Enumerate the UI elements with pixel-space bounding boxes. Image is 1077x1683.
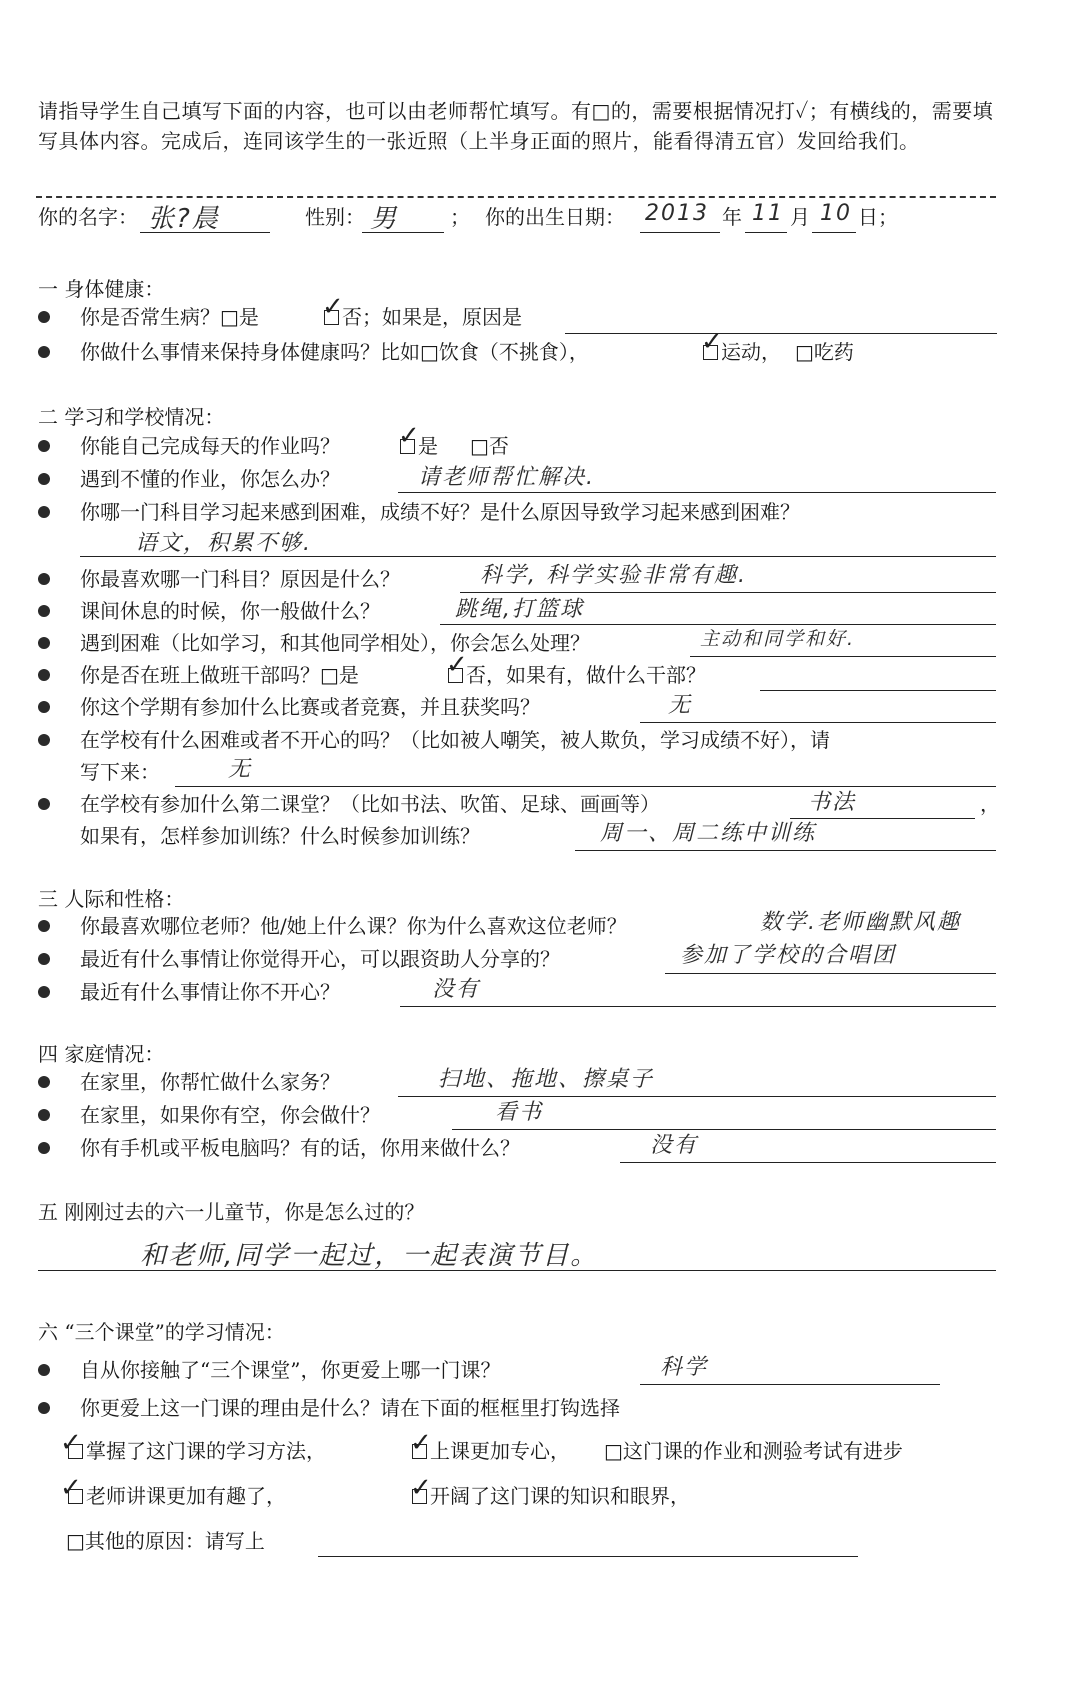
s6-opt4: 老师讲课更加有趣了， <box>86 1484 286 1508</box>
bullet <box>38 734 50 746</box>
bullet <box>38 506 50 518</box>
s3-a2[interactable]: 参加了学校的合唱团 <box>680 943 897 968</box>
bullet <box>38 701 50 713</box>
s3-a1[interactable]: 数学.老师幽默风趣 <box>760 910 961 935</box>
name-line <box>140 232 270 233</box>
bullet <box>38 1364 50 1376</box>
s2-q10: 在学校有参加什么第二课堂？（比如书法、吹笛、足球、画画等） <box>80 792 660 816</box>
s6-q2: 你更爱上这一门课的理由是什么？请在下面的框框里打钩选择 <box>80 1396 620 1420</box>
s2-q1b: 是 <box>418 434 438 458</box>
s3-q1: 你最喜欢哪位老师？他/她上什么课？你为什么喜欢这位老师？ <box>80 914 627 938</box>
section-3-title: 三 人际和性格： <box>38 887 185 911</box>
dob-year-line <box>640 232 720 233</box>
s6-opt3: □这门课的作业和测验考试有进步 <box>604 1439 903 1463</box>
bullet <box>38 605 50 617</box>
year-char: 年 <box>722 205 742 229</box>
s2-a10b[interactable]: 周一、周二练中训练 <box>600 821 817 846</box>
bullet <box>38 1076 50 1088</box>
bullet <box>38 1109 50 1121</box>
s2-q10c: ， <box>980 792 1000 816</box>
answer-line <box>665 973 996 974</box>
instructions: 请指导学生自己填写下面的内容，也可以由老师帮忙填写。有□的，需要根据情况打✓；有横线的，需要填写具体内容。完成后，连同该学生的一张近照（上半身正面的照片，能看得清五官）发回给我们。 <box>38 99 994 153</box>
gender-line <box>362 232 444 233</box>
s2-a3[interactable]: 语文，积累不够. <box>135 531 312 556</box>
answer-line <box>398 492 996 493</box>
check-icon: ✓ <box>410 1473 432 1503</box>
s4-q2: 在家里，如果你有空，你会做什？ <box>80 1103 380 1127</box>
answer-line <box>760 690 996 691</box>
s2-q7: 你是否在班上做班干部吗？□是 <box>80 663 359 687</box>
answer-line <box>790 818 975 819</box>
s2-q2: 遇到不懂的作业，你怎么办？ <box>80 467 340 491</box>
s2-a8[interactable]: 无 <box>668 693 693 718</box>
s1-q2b: 运动， <box>721 340 781 364</box>
bullet <box>38 798 50 810</box>
answer-line <box>175 786 996 787</box>
answer-line <box>80 556 996 557</box>
s2-q9b: 写下来： <box>80 760 160 784</box>
bullet <box>38 920 50 932</box>
answer-line <box>640 1384 940 1385</box>
dob-label: 你的出生日期： <box>485 205 625 229</box>
s2-q7b: 否，如果有，做什么干部？ <box>466 663 706 687</box>
check-icon: ✓ <box>60 1428 82 1458</box>
s3-a3[interactable]: 没有 <box>432 977 481 1002</box>
s3-q3: 最近有什么事情让你不开心？ <box>80 980 340 1004</box>
dob-year[interactable]: 2013 <box>645 201 709 226</box>
s4-a2[interactable]: 看书 <box>495 1100 544 1125</box>
s6-q1: 自从你接触了“三个课堂”，你更爱上哪一门课？ <box>80 1358 501 1382</box>
dob-day[interactable]: 10 <box>820 201 852 226</box>
s2-q3: 你哪一门科目学习起来感到困难，成绩不好？是什么原因导致学习起来感到困难？ <box>80 500 800 524</box>
s2-q1: 你能自己完成每天的作业吗？ <box>80 434 340 458</box>
s4-a3[interactable]: 没有 <box>650 1133 699 1158</box>
s2-a9[interactable]: 无 <box>228 757 253 782</box>
gender-value[interactable]: 男 <box>370 204 399 234</box>
dob-month-line <box>745 232 787 233</box>
s1-q1: 你是否常生病？□是 <box>80 305 259 329</box>
bullet <box>38 1402 50 1414</box>
s4-q1: 在家里，你帮忙做什么家务？ <box>80 1070 340 1094</box>
separator: ； <box>450 205 470 229</box>
s2-q6: 遇到困难（比如学习，和其他同学相处），你会怎么处理？ <box>80 631 590 655</box>
s2-a4[interactable]: 科学, 科学实验非常有趣. <box>480 563 747 588</box>
section-4-title: 四 家庭情况： <box>38 1042 165 1066</box>
s2-q8: 你这个学期有参加什么比赛或者竞赛，并且获奖吗？ <box>80 695 540 719</box>
s5-a1[interactable]: 和老师,同学一起过，一起表演节目。 <box>140 1241 599 1271</box>
answer-line <box>398 1096 996 1097</box>
s6-opt1: 掌握了这门课的学习方法， <box>86 1439 326 1463</box>
s4-q3: 你有手机或平板电脑吗？有的话，你用来做什么？ <box>80 1136 520 1160</box>
answer-line <box>452 1129 996 1130</box>
s1-q2c: □吃药 <box>795 340 854 364</box>
answer-line <box>575 850 996 851</box>
answer-line <box>318 1556 858 1557</box>
bullet <box>38 637 50 649</box>
name-label: 你的名字： <box>38 205 138 229</box>
s2-a5[interactable]: 跳绳,打篮球 <box>455 597 584 622</box>
bullet <box>38 440 50 452</box>
check-icon: ✓ <box>701 327 723 357</box>
bullet <box>38 1142 50 1154</box>
s1-q1b: 否；如果是，原因是 <box>342 305 522 329</box>
day-char: 日； <box>858 205 898 229</box>
bullet <box>38 346 50 358</box>
section-6-title: 六 “三个课堂”的学习情况： <box>38 1320 285 1344</box>
s2-q10b: 如果有，怎样参加训练？什么时候参加训练？ <box>80 824 480 848</box>
s2-q4: 你最喜欢哪一门科目？原因是什么？ <box>80 567 400 591</box>
check-icon: ✓ <box>410 1428 432 1458</box>
s2-q5: 课间休息的时候，你一般做什么？ <box>80 599 380 623</box>
s6-opt2: 上课更加专心， <box>430 1439 570 1463</box>
s2-q1c: □否 <box>470 434 509 458</box>
check-icon: ✓ <box>398 421 420 451</box>
s6-a1[interactable]: 科学 <box>660 1355 709 1380</box>
check-icon: ✓ <box>446 650 468 680</box>
bullet <box>38 669 50 681</box>
answer-line <box>565 333 997 334</box>
answer-line <box>38 1270 996 1271</box>
s2-a6[interactable]: 主动和同学和好. <box>700 628 856 650</box>
s2-q9: 在学校有什么困难或者不开心的吗？（比如被人嘲笑，被人欺负，学习成绩不好），请 <box>80 728 830 752</box>
s2-a10[interactable]: 书法 <box>808 790 857 815</box>
gender-label: 性别： <box>305 205 365 229</box>
bullet <box>38 311 50 323</box>
dob-day-line <box>812 232 856 233</box>
check-icon: ✓ <box>322 292 344 322</box>
s2-a2[interactable]: 请老师帮忙解决. <box>418 465 595 490</box>
answer-line <box>690 656 996 657</box>
answer-line <box>400 1006 996 1007</box>
bullet <box>38 473 50 485</box>
bullet <box>38 986 50 998</box>
month-char: 月 <box>790 205 810 229</box>
s6-opt6: □其他的原因：请写上 <box>66 1529 265 1553</box>
s1-q2: 你做什么事情来保持身体健康吗？比如□饮食（不挑食）， <box>80 340 589 364</box>
s4-a1[interactable]: 扫地、拖地、擦桌子 <box>438 1067 655 1092</box>
s6-opt5: 开阔了这门课的知识和眼界， <box>430 1484 690 1508</box>
bullet <box>38 573 50 585</box>
answer-line <box>640 722 996 723</box>
answer-line <box>620 1162 996 1163</box>
bullet <box>38 953 50 965</box>
check-icon: ✓ <box>60 1473 82 1503</box>
s3-q2: 最近有什么事情让你觉得开心，可以跟资助人分享的？ <box>80 947 560 971</box>
section-1-title: 一 身体健康： <box>38 277 165 301</box>
dob-month[interactable]: 11 <box>752 201 784 226</box>
section-5-title: 五 刚刚过去的六一儿童节，你是怎么过的？ <box>38 1200 425 1224</box>
name-value[interactable]: 张?晨 <box>148 204 220 234</box>
section-2-title: 二 学习和学校情况： <box>38 405 225 429</box>
